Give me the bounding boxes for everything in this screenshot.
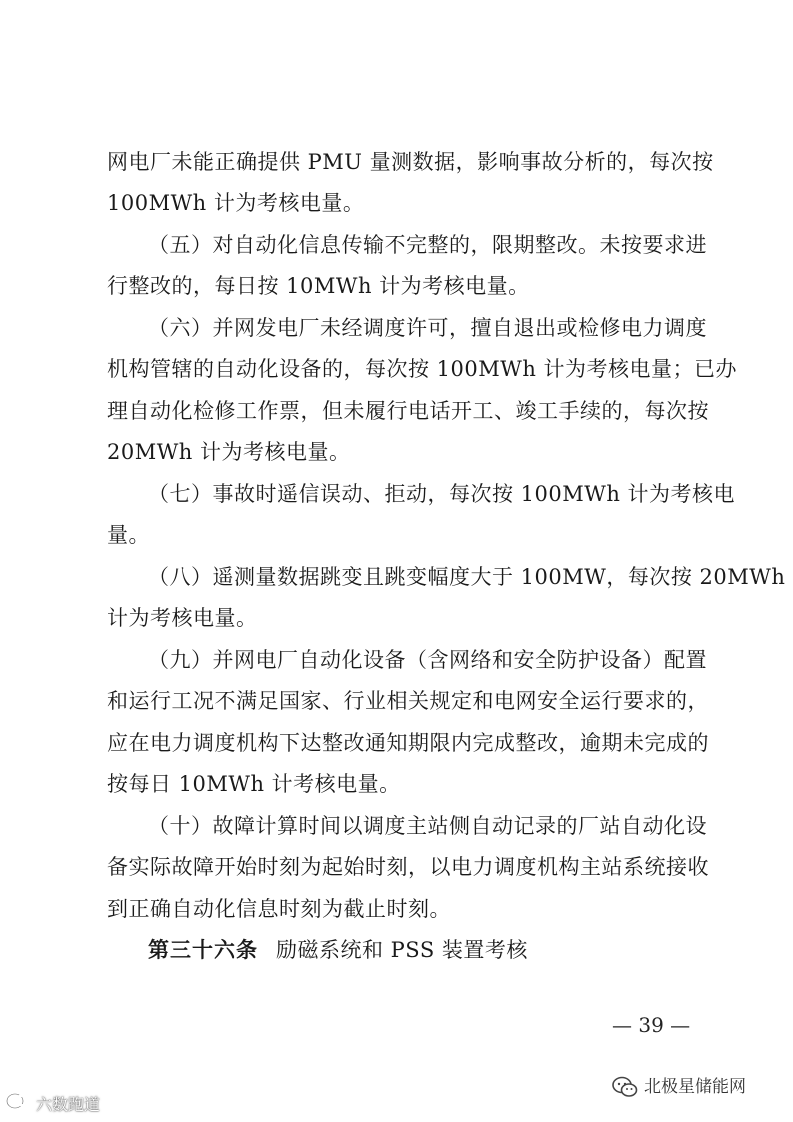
text-line: （六）并网发电厂未经调度许可，擅自退出或检修电力调度 [148, 316, 707, 340]
wechat-icon [612, 1076, 638, 1098]
text-line: （七）事故时遥信误动、拒动，每次按 100MWh 计为考核电 [148, 482, 736, 506]
watermark-right-text: 北极星储能网 [644, 1077, 746, 1097]
text-line: 按每日 10MWh 计考核电量。 [107, 772, 401, 796]
text-line: 计为考核电量。 [107, 606, 258, 630]
watermark-right [612, 1074, 746, 1100]
article-number: 第三十六条 [148, 938, 258, 962]
text-line: 20MWh 计为考核电量。 [107, 440, 351, 464]
text-line: 网电厂未能正确提供 PMU 量测数据，影响事故分析的，每次按 [107, 150, 714, 174]
text-line: （九）并网电厂自动化设备（含网络和安全防护设备）配置 [148, 648, 707, 672]
text-line: （十）故障计算时间以调度主站侧自动记录的厂站自动化设 [148, 814, 707, 838]
watermark-left [6, 1092, 100, 1117]
text-line: （八）遥测量数据跳变且跳变幅度大于 100MW，每次按 20MWh [148, 565, 786, 589]
article-title: 励磁系统和 PSS 装置考核 [276, 938, 528, 962]
text-line: （五）对自动化信息传输不完整的，限期整改。未按要求进 [148, 233, 707, 257]
text-line: 行整改的，每日按 10MWh 计为考核电量。 [107, 274, 530, 298]
watermark-left-text: 六数跑道 [36, 1094, 101, 1114]
text-line: 到正确自动化信息时刻为截止时刻。 [107, 897, 451, 921]
text-line: 量。 [107, 523, 150, 547]
page-number: — 39 — [612, 1013, 691, 1037]
text-line: 备实际故障开始时刻为起始时刻，以电力调度机构主站系统接收 [107, 855, 709, 879]
article-heading [148, 935, 528, 965]
text-line: 理自动化检修工作票，但未履行电话开工、竣工手续的，每次按 [107, 399, 709, 423]
text-line: 应在电力调度机构下达整改通知期限内完成整改，逾期未完成的 [107, 731, 709, 755]
chat-bubble-icon [6, 1092, 32, 1117]
text-line: 机构管辖的自动化设备的，每次按 100MWh 计为考核电量；已办 [107, 357, 738, 381]
text-line: 和运行工况不满足国家、行业相关规定和电网安全运行要求的， [107, 689, 709, 713]
text-line: 100MWh 计为考核电量。 [107, 191, 365, 215]
